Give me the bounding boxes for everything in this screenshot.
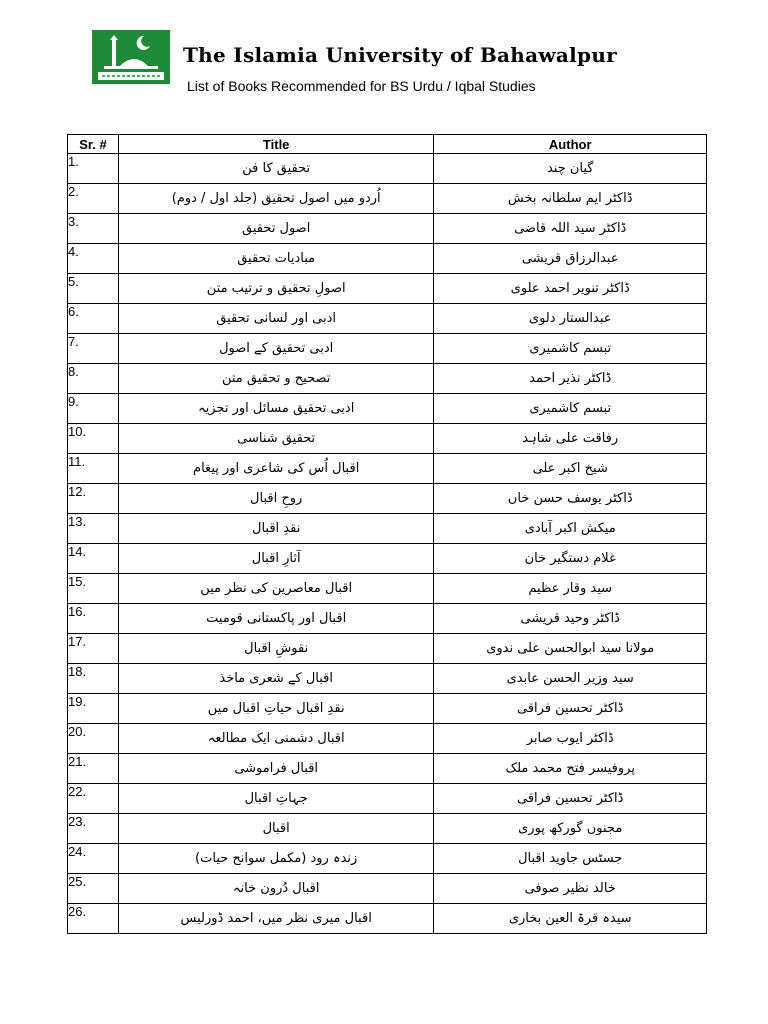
serial-number-cell: 11. bbox=[68, 454, 119, 484]
table-row bbox=[68, 694, 707, 724]
serial-number-cell: 6. bbox=[68, 304, 119, 334]
serial-number-cell: 16. bbox=[68, 604, 119, 634]
author-cell: عبدالرزاق قریشی bbox=[434, 244, 707, 274]
table-row bbox=[68, 394, 707, 424]
author-cell: ڈاکٹر تحسین فراقی bbox=[434, 784, 707, 814]
serial-number-cell: 8. bbox=[68, 364, 119, 394]
table-row bbox=[68, 454, 707, 484]
table-row bbox=[68, 904, 707, 934]
table-row bbox=[68, 544, 707, 574]
serial-number-cell: 25. bbox=[68, 874, 119, 904]
serial-number-cell: 2. bbox=[68, 184, 119, 214]
table-row bbox=[68, 574, 707, 604]
table-header-row bbox=[68, 135, 707, 154]
table-row bbox=[68, 634, 707, 664]
serial-number-cell: 12. bbox=[68, 484, 119, 514]
table-row bbox=[68, 664, 707, 694]
table-row bbox=[68, 304, 707, 334]
table-row bbox=[68, 814, 707, 844]
column-header-author: Author bbox=[434, 135, 707, 154]
book-title-cell: اصولِ تحقیق و ترتیب متن bbox=[118, 274, 433, 304]
serial-number-cell: 4. bbox=[68, 244, 119, 274]
author-cell: خالد نظیر صوفی bbox=[434, 874, 707, 904]
table-row bbox=[68, 334, 707, 364]
author-cell: ڈاکٹر ایم سلطانہ بخش bbox=[434, 184, 707, 214]
serial-number-cell: 9. bbox=[68, 394, 119, 424]
serial-number-cell: 19. bbox=[68, 694, 119, 724]
author-cell: مجنوں گورکھ پوری bbox=[434, 814, 707, 844]
book-title-cell: اقبال bbox=[118, 814, 433, 844]
book-title-cell: زندہ رود (مکمل سوانح حیات) bbox=[118, 844, 433, 874]
table-row bbox=[68, 514, 707, 544]
university-title: The Islamia University of Bahawalpur bbox=[183, 43, 618, 67]
serial-number-cell: 10. bbox=[68, 424, 119, 454]
serial-number-cell: 23. bbox=[68, 814, 119, 844]
book-title-cell: اقبال اُس کی شاعری اور پیغام bbox=[118, 454, 433, 484]
book-title-cell: اقبال اور پاکستانی قومیت bbox=[118, 604, 433, 634]
serial-number-cell: 3. bbox=[68, 214, 119, 244]
serial-number-cell: 1. bbox=[68, 154, 119, 184]
book-title-cell: آثارِ اقبال bbox=[118, 544, 433, 574]
table-row bbox=[68, 154, 707, 184]
author-cell: ڈاکٹر تنویر احمد علوی bbox=[434, 274, 707, 304]
author-cell: غلام دستگیر خان bbox=[434, 544, 707, 574]
serial-number-cell: 18. bbox=[68, 664, 119, 694]
serial-number-cell: 20. bbox=[68, 724, 119, 754]
serial-number-cell: 14. bbox=[68, 544, 119, 574]
university-logo bbox=[92, 30, 170, 84]
table-row bbox=[68, 844, 707, 874]
mosque-crescent-logo-icon bbox=[92, 30, 170, 84]
table-row bbox=[68, 364, 707, 394]
author-cell: مولانا سید ابوالحسن علی ندوی bbox=[434, 634, 707, 664]
book-title-cell: ادبی اور لسانی تحقیق bbox=[118, 304, 433, 334]
author-cell: میکش اکبر آبادی bbox=[434, 514, 707, 544]
author-cell: تبسم کاشمیری bbox=[434, 334, 707, 364]
author-cell: تبسم کاشمیری bbox=[434, 394, 707, 424]
book-title-cell: اقبال دُرون خانہ bbox=[118, 874, 433, 904]
table-row bbox=[68, 214, 707, 244]
author-cell: ڈاکٹر تحسین فراقی bbox=[434, 694, 707, 724]
author-cell: سید وزیر الحسن عابدی bbox=[434, 664, 707, 694]
table-row bbox=[68, 874, 707, 904]
books-table-body bbox=[68, 154, 707, 934]
author-cell: ڈاکٹر وحید قریشی bbox=[434, 604, 707, 634]
book-title-cell: اقبال کے شعری ماخذ bbox=[118, 664, 433, 694]
author-cell: ڈاکٹر یوسف حسن خاں bbox=[434, 484, 707, 514]
serial-number-cell: 22. bbox=[68, 784, 119, 814]
table-row bbox=[68, 754, 707, 784]
book-title-cell: تصحیح و تحقیق متن bbox=[118, 364, 433, 394]
serial-number-cell: 7. bbox=[68, 334, 119, 364]
serial-number-cell: 15. bbox=[68, 574, 119, 604]
author-cell: ڈاکٹر ایوب صابر bbox=[434, 724, 707, 754]
book-title-cell: ادبی تحقیق مسائل اور تجزیہ bbox=[118, 394, 433, 424]
table-row bbox=[68, 274, 707, 304]
author-cell: ڈاکٹر نذیر احمد bbox=[434, 364, 707, 394]
book-title-cell: اقبال معاصرین کی نظر میں bbox=[118, 574, 433, 604]
serial-number-cell: 13. bbox=[68, 514, 119, 544]
book-title-cell: ادبی تحقیق کے اصول bbox=[118, 334, 433, 364]
author-cell: جسٹس جاوید اقبال bbox=[434, 844, 707, 874]
book-title-cell: اصول تحقیق bbox=[118, 214, 433, 244]
book-title-cell: نقدِ اقبال bbox=[118, 514, 433, 544]
book-title-cell: اقبال دشمنی ایک مطالعہ bbox=[118, 724, 433, 754]
serial-number-cell: 5. bbox=[68, 274, 119, 304]
table-row bbox=[68, 484, 707, 514]
serial-number-cell: 26. bbox=[68, 904, 119, 934]
books-table bbox=[67, 134, 707, 934]
table-row bbox=[68, 244, 707, 274]
book-title-cell: تحقیق شناسی bbox=[118, 424, 433, 454]
page-header bbox=[0, 0, 768, 120]
author-cell: سید وقار عظیم bbox=[434, 574, 707, 604]
column-header-title: Title bbox=[118, 135, 433, 154]
author-cell: رفاقت علی شاہد bbox=[434, 424, 707, 454]
serial-number-cell: 21. bbox=[68, 754, 119, 784]
column-header-sr: Sr. # bbox=[68, 135, 119, 154]
book-title-cell: نقوشِ اقبال bbox=[118, 634, 433, 664]
author-cell: عبدالستار دلوی bbox=[434, 304, 707, 334]
serial-number-cell: 24. bbox=[68, 844, 119, 874]
book-title-cell: تحقیق کا فن bbox=[118, 154, 433, 184]
table-row bbox=[68, 184, 707, 214]
author-cell: ڈاکٹر سید اللہ قاضی bbox=[434, 214, 707, 244]
serial-number-cell: 17. bbox=[68, 634, 119, 664]
author-cell: پروفیسر فتح محمد ملک bbox=[434, 754, 707, 784]
table-row bbox=[68, 724, 707, 754]
author-cell: شیخ اکبر علی bbox=[434, 454, 707, 484]
book-title-cell: مبادیات تحقیق bbox=[118, 244, 433, 274]
book-title-cell: روحِ اقبال bbox=[118, 484, 433, 514]
table-row bbox=[68, 424, 707, 454]
book-title-cell: نقدِ اقبال حیاتِ اقبال میں bbox=[118, 694, 433, 724]
document-subtitle: List of Books Recommended for BS Urdu / Iqbal Studies bbox=[187, 78, 536, 94]
book-title-cell: جہاتِ اقبال bbox=[118, 784, 433, 814]
table-row bbox=[68, 604, 707, 634]
table-row bbox=[68, 784, 707, 814]
book-title-cell: اقبال میری نظر میں، احمد ڈورلیس bbox=[118, 904, 433, 934]
book-title-cell: اُردو میں اصول تحقیق (جلد اول / دوم) bbox=[118, 184, 433, 214]
book-title-cell: اقبال فراموشی bbox=[118, 754, 433, 784]
author-cell: سیدہ قرۃ العین بخاری bbox=[434, 904, 707, 934]
author-cell: گیان چند bbox=[434, 154, 707, 184]
